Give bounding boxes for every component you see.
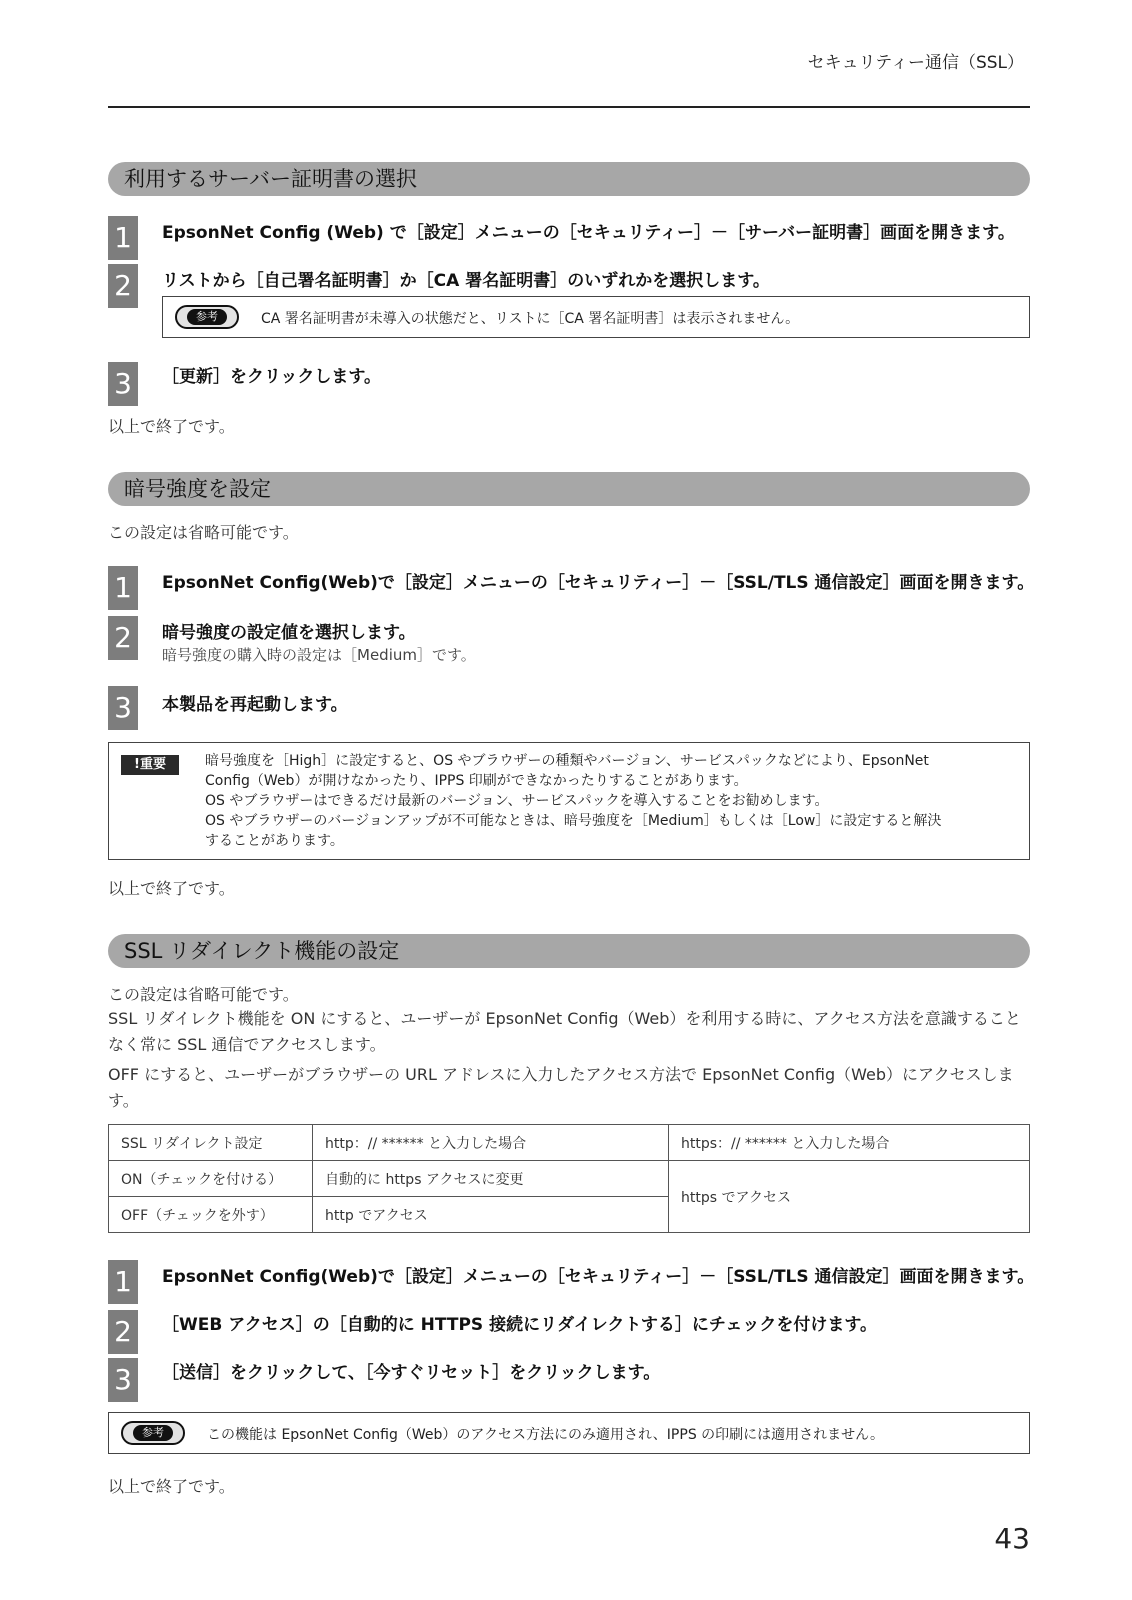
important-note (108, 742, 1030, 860)
step-number: 2 (108, 1310, 138, 1354)
table-header-cell: https：// ****** と入力した場合 (669, 1125, 1030, 1161)
header-rule (108, 106, 1030, 108)
reference-badge-label: 参考 (187, 309, 227, 325)
table-cell: OFF（チェックを外す） (109, 1197, 313, 1233)
important-line: することがあります。 (205, 833, 344, 849)
table-header-cell: http：// ****** と入力した場合 (313, 1125, 669, 1161)
ssl-redirect-table (108, 1124, 1030, 1233)
table-header-cell: SSL リダイレクト設定 (109, 1125, 313, 1161)
step-text: 本製品を再起動します。 (162, 695, 348, 715)
section-heading-server-certificate: 利用するサーバー証明書の選択 (108, 162, 1030, 196)
step-number: 1 (108, 1260, 138, 1304)
reference-badge (175, 305, 239, 329)
step-number: 1 (108, 566, 138, 610)
section-heading-cipher-strength: 暗号強度を設定 (108, 472, 1030, 506)
reference-badge (121, 1421, 185, 1445)
step-text: EpsonNet Config(Web)で［設定］メニューの［セキュリティー］－［SSL/TLS 通信設定］画面を開きます。 (162, 573, 1035, 593)
reference-note-text: この機能は EpsonNet Config（Web）のアクセス方法にのみ適用され、IPPS の印刷には適用されません。 (207, 1427, 884, 1443)
important-line: OS やブラウザーのバージョンアップが不可能なときは、暗号強度を［Medium］もしくは［Low］に設定すると解決 (205, 813, 942, 829)
table-cell: http でアクセス (313, 1197, 669, 1233)
step-subtext: 暗号強度の購入時の設定は［Medium］です。 (162, 646, 476, 664)
optional-note: この設定は省略可能です。 (108, 523, 299, 542)
reference-note (108, 1412, 1030, 1454)
end-text: 以上で終了です。 (108, 879, 235, 898)
step-number: 3 (108, 362, 138, 406)
table-cell: 自動的に https アクセスに変更 (313, 1161, 669, 1197)
step-number: 2 (108, 264, 138, 308)
description-paragraph: OFF にすると、ユーザーがブラウザーの URL アドレスに入力したアクセス方法で EpsonNet Config（Web）にアクセスします。 (108, 1065, 1014, 1110)
important-line: Config（Web）が開けなかったり、IPPS 印刷ができなかったりすることがあります。 (205, 773, 748, 789)
important-line: 暗号強度を［High］に設定すると、OS やブラウザーの種類やバージョン、サービスパックなどにより、EpsonNet (205, 753, 929, 769)
page-header-title: セキュリティー通信（SSL） (807, 53, 1024, 73)
section-heading-ssl-redirect: SSL リダイレクト機能の設定 (108, 934, 1030, 968)
table-cell-merged: https でアクセス (669, 1161, 1030, 1233)
reference-badge-label: 参考 (133, 1425, 173, 1441)
step-text: EpsonNet Config(Web)で［設定］メニューの［セキュリティー］－［SSL/TLS 通信設定］画面を開きます。 (162, 1267, 1035, 1287)
page-number: 43 (994, 1522, 1030, 1555)
step-number: 1 (108, 216, 138, 260)
step-text: EpsonNet Config (Web) で［設定］メニューの［セキュリティー］－［サーバー証明書］画面を開きます。 (162, 223, 1015, 243)
important-note-text (205, 751, 1005, 851)
step-number: 3 (108, 1358, 138, 1402)
table-cell: ON（チェックを付ける） (109, 1161, 313, 1197)
table-row (109, 1161, 1030, 1197)
reference-note (162, 296, 1030, 338)
step-text: 暗号強度の設定値を選択します。 (162, 623, 416, 643)
step-text: リストから［自己署名証明書］か［CA 署名証明書］のいずれかを選択します。 (162, 271, 770, 291)
end-text: 以上で終了です。 (108, 417, 235, 436)
step-text: ［送信］をクリックして、［今すぐリセット］をクリックします。 (162, 1363, 661, 1383)
step-number: 3 (108, 686, 138, 730)
optional-note: この設定は省略可能です。 (108, 985, 299, 1004)
important-line: OS やブラウザーはできるだけ最新のバージョン、サービスパックを導入することをお勧めします。 (205, 793, 829, 809)
step-text: ［WEB アクセス］の［自動的に HTTPS 接続にリダイレクトする］にチェックを付けます。 (162, 1315, 878, 1335)
step-number: 2 (108, 616, 138, 660)
table-header-row (109, 1125, 1030, 1161)
step-text: ［更新］をクリックします。 (162, 367, 381, 387)
description-paragraph: SSL リダイレクト機能を ON にすると、ユーザーが EpsonNet Config（Web）を利用する時に、アクセス方法を意識することなく常に SSL 通信でアクセスします。 (108, 1009, 1021, 1054)
reference-note-text: CA 署名証明書が未導入の状態だと、リストに［CA 署名証明書］は表示されません。 (261, 311, 800, 327)
end-text: 以上で終了です。 (108, 1477, 235, 1496)
important-badge: !重要 (121, 755, 179, 775)
